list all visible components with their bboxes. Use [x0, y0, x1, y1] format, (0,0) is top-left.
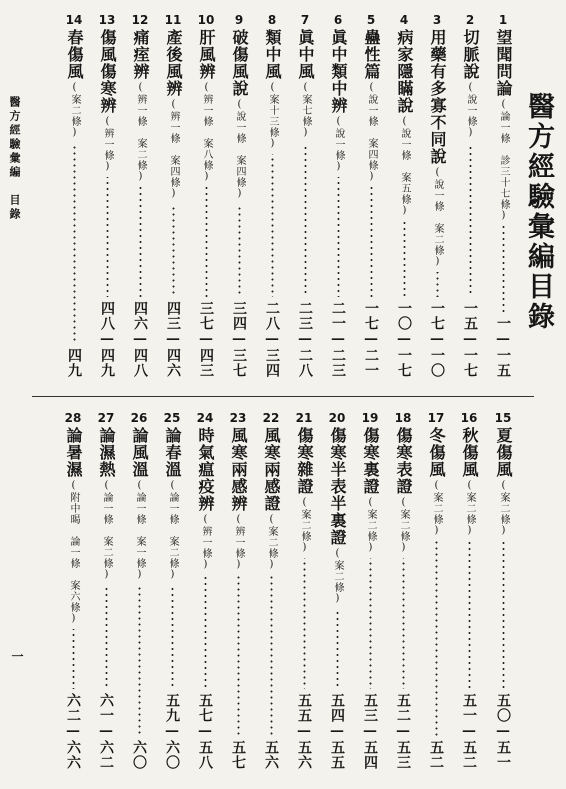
entry-number: 28 — [64, 411, 82, 425]
entry-annotation: (案七條) — [300, 82, 311, 139]
dot-leader — [469, 143, 472, 297]
entry-number: 6 — [333, 13, 343, 27]
toc-entry[interactable] — [192, 412, 218, 770]
entry-title: 眞中風 — [296, 29, 315, 80]
toc-entry[interactable] — [127, 14, 153, 378]
dot-leader — [403, 221, 406, 297]
entry-number: 22 — [262, 411, 280, 425]
entry-page-range: 一〇—一七 — [396, 301, 412, 378]
entry-annotation: (案二條) — [299, 497, 310, 554]
toc-entry[interactable] — [424, 14, 450, 378]
entry-number: 20 — [328, 411, 346, 425]
entry-annotation: (辨一條 案八條) — [201, 82, 212, 183]
toc-entry[interactable] — [126, 412, 152, 770]
entry-annotation: (辨一條) — [200, 514, 211, 571]
entry-title: 傷風傷寒辨 — [98, 29, 117, 114]
toc-entry[interactable] — [258, 412, 284, 770]
entry-annotation: (案二條) — [398, 497, 409, 554]
section-divider — [32, 396, 534, 397]
toc-entry[interactable] — [225, 412, 251, 770]
entry-title: 破傷風說 — [230, 29, 249, 97]
entry-number: 17 — [427, 411, 445, 425]
entry-annotation: (辨一條) — [233, 514, 244, 571]
toc-entry[interactable] — [457, 14, 483, 378]
entry-title: 眞中類中辨 — [329, 29, 348, 114]
entry-page-range: 五七—五八 — [197, 693, 213, 770]
entry-page-range: 三七—四三 — [198, 301, 214, 378]
entry-title: 夏傷風 — [494, 427, 513, 478]
entry-page-range: 五九—六〇 — [164, 693, 180, 770]
entry-page-range: 二三—二八 — [297, 301, 313, 378]
entry-number: 4 — [399, 13, 409, 27]
entry-title: 產後風辨 — [164, 29, 183, 97]
entry-page-range: 五二 — [428, 740, 444, 770]
entry-page-range: 五五—五六 — [296, 693, 312, 770]
entry-page-range: 五二—五三 — [395, 693, 411, 770]
entry-annotation: (辨一條 案四條) — [168, 99, 179, 200]
entry-page-range: 四六—四八 — [132, 301, 148, 378]
entry-page-range: 五〇—五一 — [495, 693, 511, 770]
entry-number: 1 — [498, 13, 508, 27]
dot-leader — [303, 558, 306, 689]
toc-entry[interactable] — [324, 412, 350, 770]
entry-title: 肝風辨 — [197, 29, 216, 80]
toc-entry[interactable] — [391, 14, 417, 378]
dot-leader — [138, 585, 141, 736]
entry-title: 論暑濕 — [64, 427, 83, 478]
entry-annotation: (說一條) — [333, 116, 344, 173]
dot-leader — [369, 558, 372, 689]
toc-entry[interactable] — [423, 412, 449, 770]
entry-number: 10 — [197, 13, 215, 27]
running-head: 醫方經驗彙編 目錄 — [8, 96, 21, 222]
entry-annotation: (論一條 案二條) — [167, 480, 178, 581]
entry-page-range: 三四—三七 — [231, 301, 247, 378]
entry-title: 痛痓辨 — [131, 29, 150, 80]
entry-title: 傷寒半表半裏證 — [328, 427, 347, 546]
toc-entry[interactable] — [292, 14, 318, 378]
dot-leader — [304, 143, 307, 297]
entry-title: 蠱性篇 — [362, 29, 381, 80]
entry-number: 21 — [295, 411, 313, 425]
entry-annotation: (案二條) — [365, 497, 376, 554]
entry-annotation: (附中暍 論一條 案六條) — [68, 480, 79, 625]
entry-annotation: (案十三條) — [267, 82, 278, 150]
entry-annotation: (案二條) — [464, 480, 475, 537]
entry-page-range: 五七 — [230, 740, 246, 770]
entry-number: 16 — [460, 411, 478, 425]
dot-leader — [204, 575, 207, 689]
entry-number: 23 — [229, 411, 247, 425]
entry-page-range: 一七—二一 — [363, 301, 379, 378]
entry-title: 論風溫 — [130, 427, 149, 478]
entry-title: 傷寒裏證 — [361, 427, 380, 495]
entry-title: 春傷風 — [65, 29, 84, 80]
entry-annotation: (案二條) — [498, 480, 509, 537]
entry-title: 傷寒雜證 — [295, 427, 314, 495]
dot-leader — [237, 575, 240, 736]
entry-title: 論春溫 — [163, 427, 182, 478]
entry-page-range: 四九 — [66, 348, 82, 378]
toc-entry[interactable] — [291, 412, 317, 770]
entry-page-range: 五六 — [263, 740, 279, 770]
entry-annotation: (案二條) — [266, 514, 277, 571]
dot-leader — [435, 541, 438, 736]
entry-title: 風寒兩感辨 — [229, 427, 248, 512]
entry-annotation: (說一條 案五條) — [399, 116, 410, 217]
entry-page-range: 六一—六二 — [98, 693, 114, 770]
dot-leader — [502, 226, 505, 312]
dot-leader — [105, 585, 108, 689]
toc-entry[interactable] — [358, 14, 384, 378]
entry-annotation: (案二條) — [332, 548, 343, 605]
entry-title: 風寒兩感證 — [262, 427, 281, 512]
entry-number: 7 — [300, 13, 310, 27]
entry-page-range: 六二—六六 — [65, 693, 81, 770]
dot-leader — [336, 609, 339, 689]
toc-entry[interactable] — [325, 14, 351, 378]
entry-number: 3 — [432, 13, 442, 27]
entry-page-range: 四三—四六 — [165, 301, 181, 378]
toc-entry[interactable] — [60, 412, 86, 770]
entry-number: 5 — [366, 13, 376, 27]
dot-leader — [139, 187, 142, 297]
entry-title: 傷寒表證 — [394, 427, 413, 495]
toc-entry[interactable] — [193, 14, 219, 378]
toc-entry[interactable] — [456, 412, 482, 770]
toc-entry[interactable] — [93, 412, 119, 770]
entry-page-range: 一五—一七 — [462, 301, 478, 378]
entry-annotation: (說一條 案四條) — [234, 99, 245, 200]
dot-leader — [171, 585, 174, 689]
entry-number: 13 — [98, 13, 116, 27]
dot-leader — [337, 177, 340, 297]
toc-entry[interactable] — [357, 412, 383, 770]
dot-leader — [502, 541, 505, 689]
entry-number: 24 — [196, 411, 214, 425]
dot-leader — [205, 187, 208, 297]
entry-title: 時氣瘟疫辨 — [196, 427, 215, 512]
entry-title: 切脈說 — [461, 29, 480, 80]
toc-entry[interactable] — [159, 412, 185, 770]
dot-leader — [270, 575, 273, 736]
toc-entry[interactable] — [390, 412, 416, 770]
dot-leader — [402, 558, 405, 689]
entry-number: 15 — [494, 411, 512, 425]
entry-number: 27 — [97, 411, 115, 425]
entry-page-range: 五三—五四 — [362, 693, 378, 770]
dot-leader — [106, 177, 109, 297]
entry-annotation: (論一條 案二條) — [101, 480, 112, 581]
entry-title: 用藥有多寡不同說 — [428, 29, 447, 165]
entry-title: 論濕熱 — [97, 427, 116, 478]
entry-annotation: (辨一條) — [102, 116, 113, 173]
entry-number: 19 — [361, 411, 379, 425]
page-title: 醫方經驗彙編目錄 — [523, 92, 554, 332]
entry-number: 2 — [465, 13, 475, 27]
entry-page-range: 六〇 — [131, 740, 147, 770]
entry-page-range: 五四—五五 — [329, 693, 345, 770]
dot-leader — [73, 143, 76, 344]
entry-title: 冬傷風 — [427, 427, 446, 478]
entry-number: 12 — [131, 13, 149, 27]
entry-annotation: (說一條) — [465, 82, 476, 139]
entry-annotation: (論一條 診三十七條) — [498, 99, 509, 222]
entry-title: 類中風 — [263, 29, 282, 80]
entry-annotation: (案二條) — [69, 82, 80, 139]
entry-page-range: 四八—四九 — [99, 301, 115, 378]
entry-title: 望聞問論 — [494, 29, 513, 97]
dot-leader — [238, 204, 241, 297]
entry-number: 9 — [234, 13, 244, 27]
dot-leader — [370, 187, 373, 297]
entry-page-range: 二一—二三 — [330, 301, 346, 378]
entry-annotation: (案二條) — [431, 480, 442, 537]
toc-entry[interactable] — [160, 14, 186, 378]
entry-title: 秋傷風 — [460, 427, 479, 478]
entry-annotation: (說一條 案二條) — [432, 167, 443, 268]
entry-page-range: 一七—一〇 — [429, 301, 445, 378]
dot-leader — [436, 272, 439, 297]
entry-page-range: 一—一五 — [495, 316, 511, 378]
entry-number: 26 — [130, 411, 148, 425]
dot-leader — [172, 204, 175, 297]
toc-entry[interactable] — [226, 14, 252, 378]
entry-page-range: 五一—五二 — [461, 693, 477, 770]
entry-annotation: (辨一條 案二條) — [135, 82, 146, 183]
entry-annotation: (說一條 案四條) — [366, 82, 377, 183]
entry-page-range: 二八—三四 — [264, 301, 280, 378]
entry-number: 18 — [394, 411, 412, 425]
toc-entry[interactable] — [94, 14, 120, 378]
entry-number: 25 — [163, 411, 181, 425]
page-number: 一 — [10, 650, 24, 662]
dot-leader — [271, 154, 274, 297]
toc-entry[interactable] — [490, 412, 516, 770]
toc-entry[interactable] — [259, 14, 285, 378]
entry-annotation: (論一條 案一條) — [134, 480, 145, 581]
toc-entry[interactable] — [61, 14, 87, 378]
entry-title: 病家隱瞞說 — [395, 29, 414, 114]
entry-number: 14 — [65, 13, 83, 27]
toc-entry[interactable] — [490, 14, 516, 378]
dot-leader — [468, 541, 471, 689]
entry-number: 11 — [164, 13, 182, 27]
dot-leader — [72, 629, 75, 689]
entry-number: 8 — [267, 13, 277, 27]
